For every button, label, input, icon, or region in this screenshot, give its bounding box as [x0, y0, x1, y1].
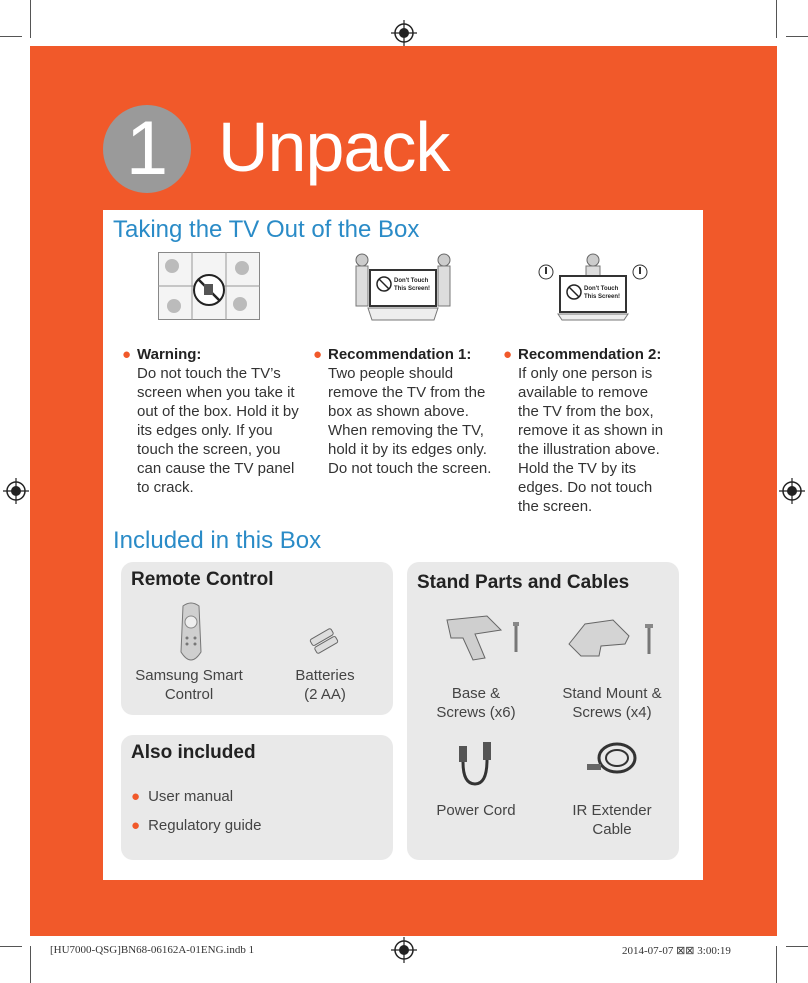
remote-control-icon [177, 602, 205, 666]
bullet-icon: ● [503, 346, 513, 363]
batteries-caption: Batteries (2 AA) [295, 667, 355, 703]
crop-mark [786, 36, 808, 37]
section-heading-taking-tv-out: Taking the TV Out of the Box [113, 216, 420, 243]
page-title: Unpack [218, 108, 450, 186]
crop-mark [786, 946, 808, 947]
warning-hands-illustration [158, 252, 260, 320]
sign-text-line1: Don't Touch [584, 286, 619, 292]
list-item: ● User manual [131, 788, 234, 805]
recommendation-2-body: If only one person is available to remove the TV from the box, remove it as shown in the illustration above. Hold the TV by its edges. Do not touch the screen. [518, 365, 664, 515]
power-cord-icon [457, 738, 493, 788]
stand-base-caption: Base & Screws (x6) [436, 685, 516, 721]
bullet-icon: ● [313, 346, 323, 363]
crop-mark [0, 946, 22, 947]
remote-control-box [121, 562, 393, 715]
registration-mark-icon [779, 478, 805, 504]
stand-parts-title: Stand Parts and Cables [417, 572, 630, 593]
registration-mark-icon [391, 20, 417, 46]
power-cord-caption: Power Cord [436, 802, 516, 819]
bullet-icon: ● [131, 817, 141, 834]
crop-mark [776, 0, 777, 38]
two-people-illustration [348, 252, 458, 324]
warning-body: Do not touch the TV’s screen when you take it out of the box. Hold it by its edges only. If you touch the screen, you can cause the TV panel to crack. [137, 365, 299, 496]
stand-base-icon [441, 612, 529, 668]
recommendation-2-column [503, 345, 673, 516]
step-number-badge: 1 [103, 105, 191, 193]
sign-text-line2: This Screen! [394, 286, 431, 292]
batteries-icon [308, 627, 340, 655]
bullet-icon: ● [131, 788, 141, 805]
warning-heading: Warning: [137, 346, 202, 363]
one-person-illustration [538, 252, 648, 322]
ir-extender-caption: IR Extender Cable [572, 802, 652, 838]
also-included-title: Also included [131, 742, 256, 763]
section-heading-included: Included in this Box [113, 527, 322, 554]
stand-mount-icon [565, 614, 663, 660]
warning-column [122, 345, 305, 497]
footer-file-name: [HU7000-QSG]BN68-06162A-01ENG.indb 1 [50, 944, 255, 956]
stand-mount-caption: Stand Mount & Screws (x4) [562, 685, 662, 721]
sign-text-line2: This Screen! [584, 294, 621, 300]
list-item: ● Regulatory guide [131, 817, 262, 834]
registration-mark-icon [3, 478, 29, 504]
registration-mark-icon [391, 937, 417, 963]
recommendation-1-heading: Recommendation 1: [328, 346, 472, 363]
footer-timestamp: 2014-07-07 ⊠⊠ 3:00:19 [622, 945, 731, 957]
recommendation-2-heading: Recommendation 2: [518, 346, 662, 363]
also-included-box [121, 735, 393, 860]
crop-mark [30, 0, 31, 38]
remote-control-title: Remote Control [131, 569, 274, 590]
recommendation-1-body: Two people should remove the TV from the box as shown above. When removing the TV, hold it by its edges only. Do not touch the screen. [328, 365, 492, 477]
crop-mark [776, 946, 777, 983]
remote-control-caption: Samsung Smart Control [135, 667, 243, 703]
crop-mark [30, 946, 31, 983]
stand-parts-box [407, 562, 679, 860]
bullet-icon: ● [122, 346, 132, 363]
sign-text-line1: Don't Touch [394, 278, 429, 284]
crop-mark [0, 36, 22, 37]
ir-extender-cable-icon [583, 734, 641, 782]
recommendation-1-column [313, 345, 496, 478]
